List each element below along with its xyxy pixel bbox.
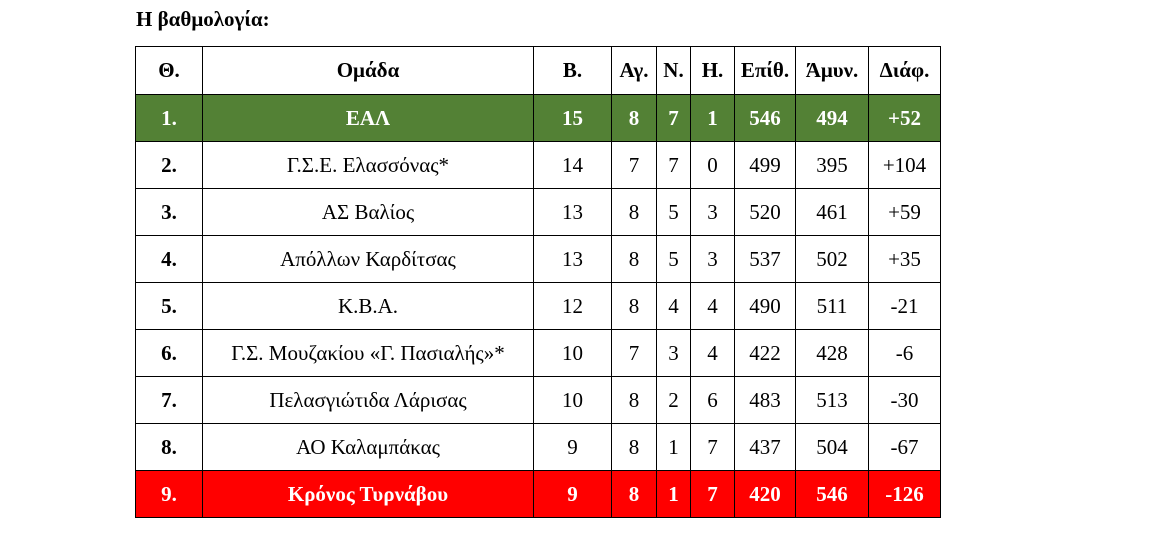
cell-played: 8 — [612, 236, 657, 283]
cell-scored: 422 — [735, 330, 796, 377]
cell-conceded: 494 — [796, 95, 869, 142]
cell-difference: +59 — [869, 189, 941, 236]
cell-wins: 1 — [657, 424, 691, 471]
cell-conceded: 504 — [796, 424, 869, 471]
cell-scored: 437 — [735, 424, 796, 471]
cell-scored: 483 — [735, 377, 796, 424]
cell-difference: +35 — [869, 236, 941, 283]
cell-wins: 7 — [657, 95, 691, 142]
cell-played: 8 — [612, 189, 657, 236]
cell-losses: 0 — [691, 142, 735, 189]
header-played: Αγ. — [612, 47, 657, 95]
table-row — [136, 424, 941, 471]
table-row — [136, 142, 941, 189]
cell-wins: 7 — [657, 142, 691, 189]
cell-team: Γ.Σ. Μουζακίου «Γ. Πασιαλής»* — [203, 330, 534, 377]
cell-team: Γ.Σ.Ε. Ελασσόνας* — [203, 142, 534, 189]
cell-team: Κ.Β.Α. — [203, 283, 534, 330]
cell-position: 1. — [136, 95, 203, 142]
header-position: Θ. — [136, 47, 203, 95]
header-wins: Ν. — [657, 47, 691, 95]
cell-scored: 420 — [735, 471, 796, 518]
cell-losses: 4 — [691, 330, 735, 377]
cell-points: 13 — [534, 236, 612, 283]
header-conceded: Άμυν. — [796, 47, 869, 95]
table-row — [136, 189, 941, 236]
cell-points: 15 — [534, 95, 612, 142]
page-title: Η βαθμολογία: — [136, 7, 270, 31]
cell-played: 8 — [612, 471, 657, 518]
cell-scored: 520 — [735, 189, 796, 236]
cell-scored: 537 — [735, 236, 796, 283]
cell-wins: 3 — [657, 330, 691, 377]
cell-conceded: 511 — [796, 283, 869, 330]
cell-conceded: 461 — [796, 189, 869, 236]
cell-position: 7. — [136, 377, 203, 424]
cell-points: 14 — [534, 142, 612, 189]
cell-scored: 499 — [735, 142, 796, 189]
cell-losses: 3 — [691, 189, 735, 236]
header-team: Ομάδα — [203, 47, 534, 95]
cell-team: ΑΟ Καλαμπάκας — [203, 424, 534, 471]
cell-points: 10 — [534, 377, 612, 424]
cell-position: 9. — [136, 471, 203, 518]
header-points: Β. — [534, 47, 612, 95]
cell-team: ΑΣ Βαλίος — [203, 189, 534, 236]
table-header-row — [136, 47, 941, 95]
cell-difference: -126 — [869, 471, 941, 518]
cell-scored: 490 — [735, 283, 796, 330]
cell-difference: -21 — [869, 283, 941, 330]
standings-table — [135, 46, 941, 518]
cell-points: 12 — [534, 283, 612, 330]
cell-difference: -67 — [869, 424, 941, 471]
cell-played: 8 — [612, 424, 657, 471]
table-row — [136, 236, 941, 283]
cell-team: Κρόνος Τυρνάβου — [203, 471, 534, 518]
cell-position: 8. — [136, 424, 203, 471]
cell-losses: 7 — [691, 424, 735, 471]
header-losses: Η. — [691, 47, 735, 95]
cell-points: 9 — [534, 424, 612, 471]
cell-position: 2. — [136, 142, 203, 189]
table-row — [136, 283, 941, 330]
cell-difference: -30 — [869, 377, 941, 424]
cell-played: 8 — [612, 377, 657, 424]
header-difference: Διάφ. — [869, 47, 941, 95]
cell-difference: +52 — [869, 95, 941, 142]
cell-losses: 6 — [691, 377, 735, 424]
cell-wins: 2 — [657, 377, 691, 424]
table-row — [136, 330, 941, 377]
cell-difference: -6 — [869, 330, 941, 377]
cell-conceded: 428 — [796, 330, 869, 377]
cell-position: 3. — [136, 189, 203, 236]
cell-points: 10 — [534, 330, 612, 377]
table-row — [136, 95, 941, 142]
cell-played: 8 — [612, 283, 657, 330]
cell-team: ΕΑΛ — [203, 95, 534, 142]
cell-difference: +104 — [869, 142, 941, 189]
table-row — [136, 471, 941, 518]
cell-points: 9 — [534, 471, 612, 518]
cell-played: 8 — [612, 95, 657, 142]
cell-points: 13 — [534, 189, 612, 236]
cell-scored: 546 — [735, 95, 796, 142]
cell-losses: 3 — [691, 236, 735, 283]
cell-losses: 1 — [691, 95, 735, 142]
cell-losses: 7 — [691, 471, 735, 518]
cell-played: 7 — [612, 142, 657, 189]
cell-conceded: 502 — [796, 236, 869, 283]
cell-team: Πελασγιώτιδα Λάρισας — [203, 377, 534, 424]
cell-wins: 1 — [657, 471, 691, 518]
table-row — [136, 377, 941, 424]
cell-conceded: 513 — [796, 377, 869, 424]
cell-conceded: 395 — [796, 142, 869, 189]
cell-played: 7 — [612, 330, 657, 377]
cell-wins: 5 — [657, 189, 691, 236]
cell-position: 6. — [136, 330, 203, 377]
cell-wins: 5 — [657, 236, 691, 283]
cell-team: Απόλλων Καρδίτσας — [203, 236, 534, 283]
cell-losses: 4 — [691, 283, 735, 330]
cell-wins: 4 — [657, 283, 691, 330]
cell-conceded: 546 — [796, 471, 869, 518]
cell-position: 5. — [136, 283, 203, 330]
cell-position: 4. — [136, 236, 203, 283]
header-scored: Επίθ. — [735, 47, 796, 95]
